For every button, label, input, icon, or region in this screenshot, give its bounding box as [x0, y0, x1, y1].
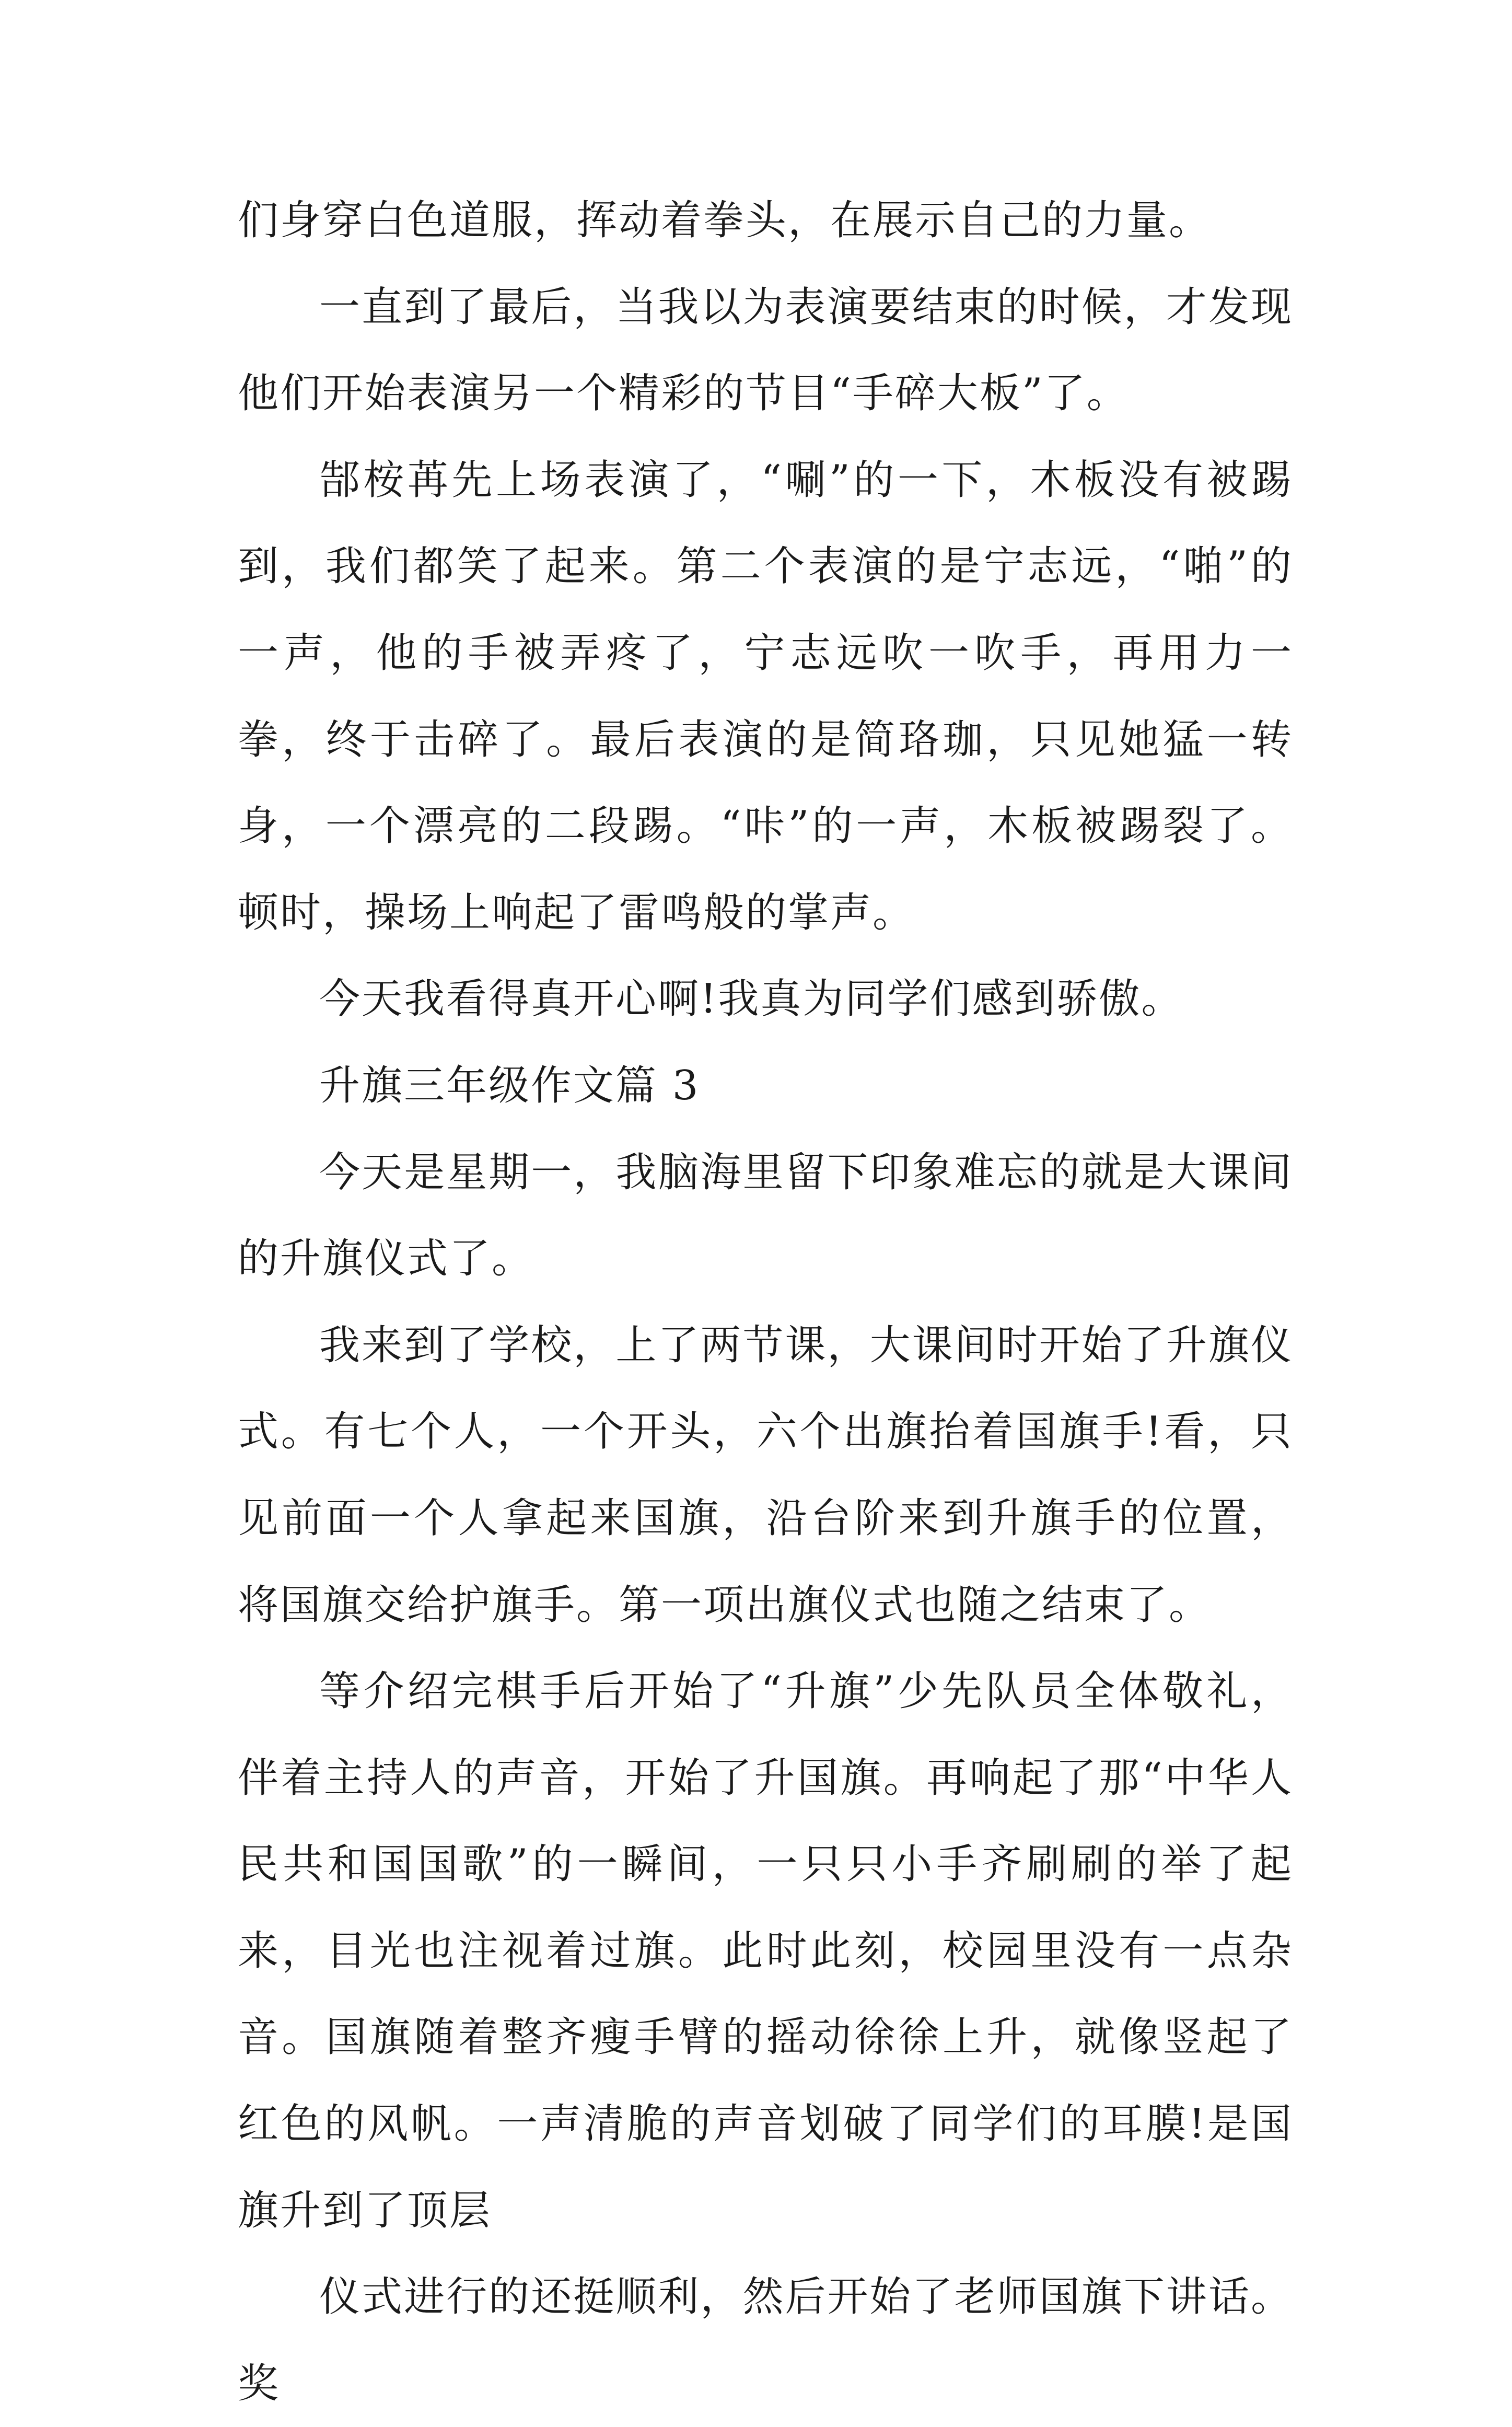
paragraph: 等介绍完棋手后开始了“升旗”少先队员全体敬礼，伴着主持人的声音，开始了升国旗。再响起了那“中华人民共和国国歌”的一瞬间，一只只小手齐刷刷的举了起来，目光也注视着过旗。此时此刻，校园里没有一点杂音。国旗随着整齐瘦手臂的摇动徐徐上升，就像竖起了红色的风帆。一声清脆的声音划破了同学们的耳膜!是国旗升到了顶层 — [238, 1668, 1293, 2234]
document-body — [238, 178, 1293, 2427]
paragraph: 郜桉苒先上场表演了，“唰”的一下，木板没有被踢到，我们都笑了起来。第二个表演的是宁志远，“啪”的一声，他的手被弄疼了，宁志远吹一吹手，再用力一拳，终于击碎了。最后表演的是简珞珈，只见她猛一转身，一个漂亮的二段踢。“咔”的一声，木板被踢裂了。顿时，操场上响起了雷鸣般的掌声。 — [238, 456, 1293, 936]
paragraph: 我来到了学校，上了两节课，大课间时开始了升旗仪式。有七个人，一个开头，六个出旗抬着国旗手!看，只见前面一个人拿起来国旗，沿台阶来到升旗手的位置，将国旗交给护旗手。第一项出旗仪式也随之结束了。 — [238, 1321, 1293, 1629]
paragraph: 仪式进行的还挺顺利，然后开始了老师国旗下讲话。奖 — [238, 2273, 1293, 2407]
section-heading: 升旗三年级作文篇 3 — [319, 1062, 700, 1109]
paragraph: 们身穿白色道服，挥动着拳头，在展示自己的力量。 — [238, 197, 1212, 244]
paragraph: 今天我看得真开心啊!我真为同学们感到骄傲。 — [319, 976, 1184, 1023]
paragraph: 一直到了最后，当我以为表演要结束的时候，才发现他们开始表演另一个精彩的节目“手碎大板”了。 — [238, 283, 1293, 417]
paragraph: 今天是星期一，我脑海里留下印象难忘的就是大课间的升旗仪式了。 — [238, 1148, 1293, 1283]
